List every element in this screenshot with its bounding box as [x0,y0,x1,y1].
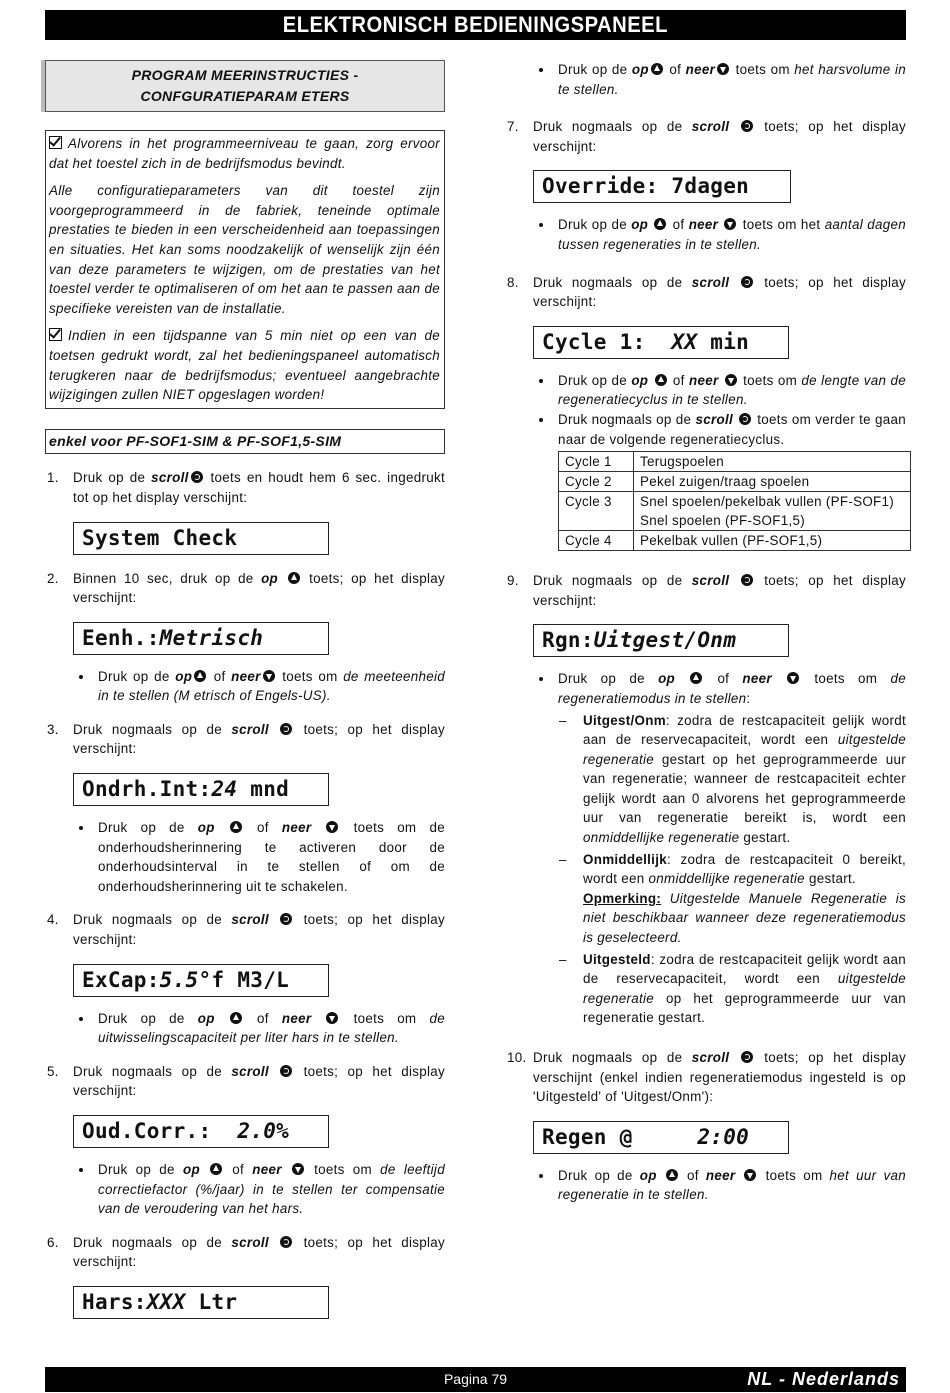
step-7: 7. Druk nogmaals op de scroll toets; op het display verschijnt: [507,119,906,154]
bullet: Druk op de op of neer toets om het harsvolume in te stellen. [505,60,906,99]
down-icon [263,670,275,682]
step-4: 4. Druk nogmaals op de scroll toets; op het display verschijnt: [47,912,445,948]
bullet: Druk op de op of neer toets om de meeteenheid in te stellen (M etrisch of Engels-US). [45,667,445,706]
down-icon [744,1169,756,1181]
scroll-icon [191,471,203,483]
scroll-icon [280,1236,292,1248]
bullet: Druk op de op of neer toets om de uitwisselingscapaciteit per liter hars in te stellen. [45,1009,445,1048]
header-title: ELEKTRONISCH BEDIENINGSPANEEL [282,12,669,37]
step-2: 2. Binnen 10 sec, druk op de op toets; op het display verschijnt: [47,570,445,606]
table-row: Cycle 4 Pekelbak vullen (PF-SOF1,5) [559,531,911,551]
page-footer [45,1367,906,1392]
bullet: Druk op de op of neer toets om het aantal dagen tussen regeneraties in te stellen. [505,215,906,254]
checkbox-icon [49,328,62,341]
up-icon [651,63,663,75]
table-row: Cycle 1 Terugspoelen [559,452,911,472]
cycle-table [558,451,911,551]
scroll-icon [741,120,753,132]
note-2: Alle configuratieparameters van dit toestel zijn voorgeprogrammeerd in de fabriek, teneinde optimale prestaties te bieden in een verscheidenheid aan toepassingen en situaties. Het kan soms noodzakelijk of wenselijk zijn één van deze parameters te wijzigen, om de prestaties van het toestel verder te optimaliseren of om het aan te passen aan de specifieke vereisten van de installatie. [49,183,440,316]
down-icon [326,821,338,833]
bullet: Druk nogmaals op de scroll toets om verder te gaan naar de volgende regeneratiecyclus. [505,410,906,449]
lcd-display: Regen @ 2:00 [533,1121,789,1154]
step-1: 1. Druk op de scroll toets en houdt hem 6 sec. ingedrukt tot op het display verschijnt: [47,470,445,505]
bullet: Druk op de op of neer toets om de onderhoudsherinnering te activeren door de onderhoudsinterval in te stellen of om de onderhoudsherinnering uit te schakelen. [45,818,445,896]
bullet: Druk op de op of neer toets om de leeftijd correctiefactor (%/jaar) in te stellen ter compensatie van de veroudering van het hars. [45,1160,445,1219]
left-column [45,60,445,1331]
up-icon [230,821,242,833]
up-icon [288,572,300,584]
up-icon [194,670,206,682]
language-label: NL - Nederlands [747,1369,900,1389]
bullet: Druk op de op of neer toets om de lengte van de regeneratiecyclus in te stellen. [505,371,906,410]
lcd-display: Hars:XXX Ltr [73,1286,329,1319]
lcd-display: Eenh.:Metrisch [73,622,329,655]
mode-option: – Onmiddellijk: zodra de restcapaciteit 0 bereikt, wordt een onmiddellijke regeneratie gestart. Opmerking: Uitgestelde Manuele Regeneratie is niet beschikbaar wanneer deze regeneratiemodus is geselecteerd. [505,850,906,948]
down-icon [326,1012,338,1024]
up-icon [655,374,667,386]
lcd-display: Oud.Corr.: 2.0% [73,1115,329,1148]
scroll-icon [741,276,753,288]
step-9: 9. Druk nogmaals op de scroll toets; op het display verschijnt: [507,573,906,608]
up-icon [690,672,702,684]
step-5: 5. Druk nogmaals op de scroll toets; op het display verschijnt: [47,1063,445,1099]
scroll-icon [739,413,751,425]
lcd-display: Rgn:Uitgest/Onm [533,624,789,657]
up-icon [230,1012,242,1024]
lcd-display: Ondrh.Int:24 mnd [73,773,329,806]
page-header [45,10,906,40]
note-box [45,130,445,409]
page-number: Pagina 79 [443,1371,508,1387]
section-title [45,60,445,112]
checkbox-icon [49,136,62,149]
step-8: 8. Druk nogmaals op de scroll toets; op het display verschijnt: [507,274,906,310]
up-icon [666,1169,678,1181]
down-icon [725,374,737,386]
step-3: 3. Druk nogmaals op de scroll toets; op het display verschijnt: [47,721,445,757]
note-3: Indien in een tijdspanne van 5 min niet op een van de toetsen gedrukt wordt, zal het bedieningspaneel automatisch terugkeren naar de bedrijfsmodus; eventueel aangebrachte wijzigingen zullen NIET opgeslagen worden! [49,328,440,403]
down-icon [724,218,736,230]
scroll-icon [280,723,292,735]
lcd-display: Override: 7dagen [533,170,791,203]
step-6: 6. Druk nogmaals op de scroll toets; op het display verschijnt: [47,1234,445,1270]
table-row: Cycle 3 Snel spoelen/pekelbak vullen (PF-SOF1) Snel spoelen (PF-SOF1,5) [559,492,911,531]
mode-option: – Uitgest/Onm: zodra de restcapaciteit gelijk wordt aan de reservecapaciteit, wordt een uitgestelde regeneratie gestart op het geprogrammeerde uur van regeneratie; wanneer de restcapaciteit echter gelijk wordt aan 0 alvorens het geprogrammeerde uur van regeneratie bereikt is, wordt een onmiddellijke regeneratie gestart. [505,711,906,848]
table-row: Cycle 2 Pekel zuigen/traag spoelen [559,472,911,492]
bullet: Druk op de op of neer toets om het uur van regeneratie in te stellen. [505,1166,906,1205]
lcd-display: System Check [73,522,329,555]
section-title-line1: PROGRAM MEERINSTRUCTIES - [131,67,359,83]
right-column [505,60,906,1205]
scroll-icon [741,574,753,586]
down-icon [292,1163,304,1175]
step-10: 10. Druk nogmaals op de scroll toets; op het display verschijnt (enkel indien regeneratiemodus ingesteld is op 'Uitgesteld' of 'Uitgest/Onm'): [507,1050,906,1105]
down-icon [787,672,799,684]
up-icon [654,218,666,230]
up-icon [210,1163,222,1175]
down-icon [717,63,729,75]
scroll-icon [280,913,292,925]
mode-option: – Uitgesteld: zodra de restcapaciteit gelijk wordt aan de reservecapaciteit, wordt een uitgestelde regeneratie op het geprogrammeerde uur van regeneratie gestart. [505,950,906,1028]
lcd-display: Cycle 1: XX min [533,326,789,359]
scroll-icon [280,1065,292,1077]
bullet: Druk op de op of neer toets om de regeneratiemodus in te stellen: [505,669,906,708]
section-title-line2: CONFGURATIEPARAM ETERS [140,88,350,104]
note-1: Alvorens in het programmeerniveau te gaan, zorg ervoor dat het toestel zich in de bedrijfsmodus bevindt. [49,136,440,171]
model-subhead: enkel voor PF-SOF1-SIM & PF-SOF1,5-SIM [45,429,445,455]
lcd-display: ExCap:5.5°f M3/L [73,964,329,997]
scroll-icon [741,1051,753,1063]
